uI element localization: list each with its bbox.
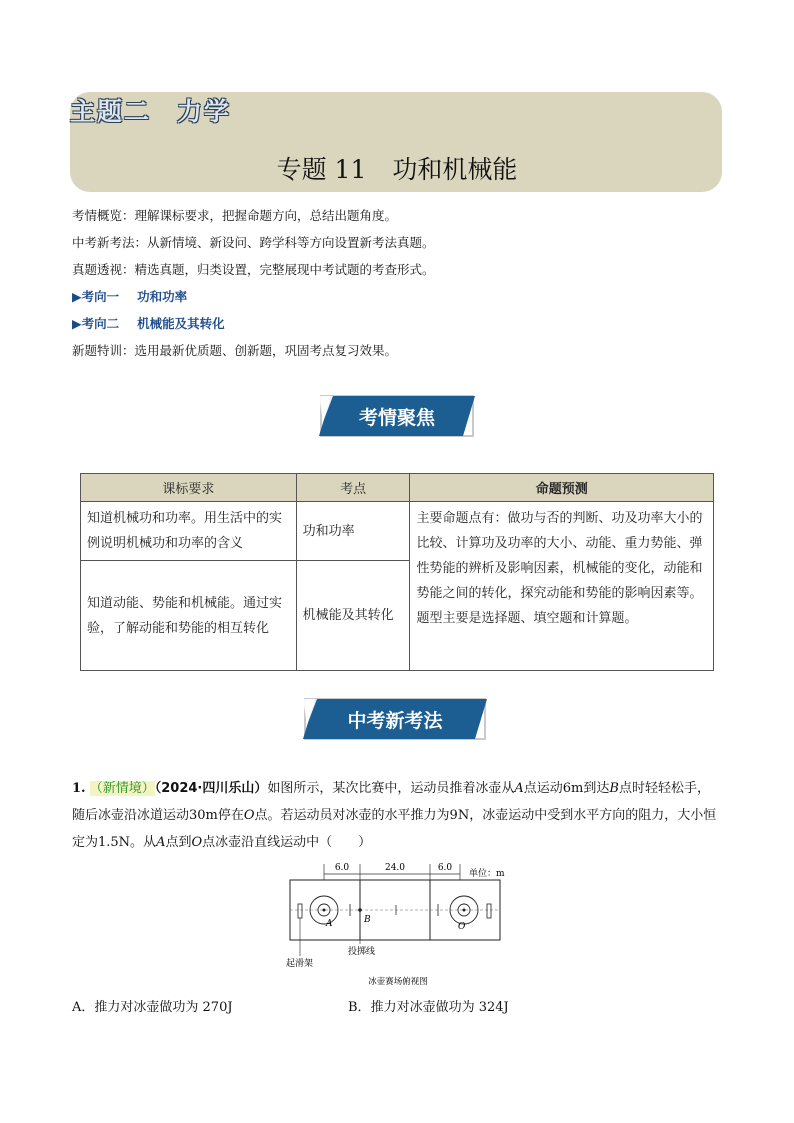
intro-line: 新题特训：选用最新优质题、创新题，巩固考点复习效果。 — [72, 343, 398, 358]
point-b-label: B — [364, 915, 371, 925]
throw-line-label: 投掷线 — [348, 947, 376, 957]
theme-title: 主题二 力学 — [70, 97, 232, 126]
dim-label: 6.0 — [334, 863, 350, 873]
header-requirement: 课标要求 — [81, 474, 297, 502]
option-a[interactable]: A．推力对冰壶做功为 270J — [72, 1000, 233, 1015]
unit-label: 单位：m — [469, 869, 505, 879]
option-b[interactable]: B．推力对冰壶做功为 324J — [348, 1000, 509, 1015]
point-o-label: O — [458, 922, 466, 932]
requirement-cell: 知道机械功和功率。用生活中的实例说明机械功和功率的含义 — [81, 502, 297, 561]
point-a-label: A — [326, 919, 333, 929]
rack-label: 起滑架 — [286, 959, 314, 969]
topic-title: 专题 11 功和机械能 — [276, 155, 518, 184]
new-method-badge — [303, 695, 487, 743]
slider-rack — [298, 904, 302, 918]
requirements-table — [80, 473, 714, 671]
triangle-icon: ▶ — [72, 289, 82, 304]
intro-line: 真题透视：精选真题，归类设置，完整展现中考试题的考查形式。 — [72, 262, 435, 277]
focus-badge-label: 考情聚焦 — [358, 406, 435, 429]
question-source: （2024·四川乐山） — [154, 781, 268, 796]
question-tag: （新情境） — [89, 781, 155, 796]
prediction-types: 题型主要是选择题、填空题和计算题。 — [416, 611, 638, 626]
intro-line: 中考新考法：从新情境、新设问、跨学科等方向设置新考法真题。 — [72, 235, 435, 250]
requirement-cell: 知道动能、势能和机械能。通过实验，了解动能和势能的相互转化 — [81, 561, 297, 671]
new-method-badge-label: 中考新考法 — [347, 709, 443, 732]
point-cell: 功和功率 — [296, 502, 410, 561]
direction-link-2[interactable]: ▶考向二 机械能及其转化 — [72, 316, 225, 331]
question-number: 1. — [72, 781, 86, 796]
figure-caption: 冰壶赛场俯视图 — [368, 977, 428, 987]
prediction-main: 主要命题点有：做功与否的判断、功及功率大小的比较、计算功及功率的大小、动能、重力势能、弹性势能的辨析及影响因素，机械能的变化，动能和势能之间的转化，探究动能和势能的影响因素等。 — [416, 511, 703, 601]
point-b-dot — [358, 908, 362, 912]
point-cell: 机械能及其转化 — [296, 561, 410, 671]
triangle-icon: ▶ — [72, 316, 82, 331]
header-prediction: 命题预测 — [410, 474, 714, 502]
question-1: 1. （新情境）（2024·四川乐山）如图所示，某次比赛中，运动员推着冰壶从A点运动6m到达B点时轻轻松手，随后冰壶沿冰道运动30m停在O点。若运动员对冰壶的水平推力为9N，冰壶运动中受到水平方向的阻力，大小恒定为1.5N。从A点到O点冰壶沿直线运动中（ ） — [72, 781, 717, 850]
intro-section — [72, 206, 722, 368]
dim-label: 24.0 — [384, 863, 406, 873]
dim-label: 6.0 — [437, 863, 453, 873]
header-point: 考点 — [296, 474, 410, 502]
direction-link-1[interactable]: ▶考向一 功和功率 — [72, 289, 188, 304]
curling-figure — [286, 856, 516, 994]
intro-line: 考情概览：理解课标要求，把握命题方向，总结出题角度。 — [72, 208, 398, 223]
prediction-cell — [410, 502, 714, 671]
focus-badge — [319, 392, 475, 440]
